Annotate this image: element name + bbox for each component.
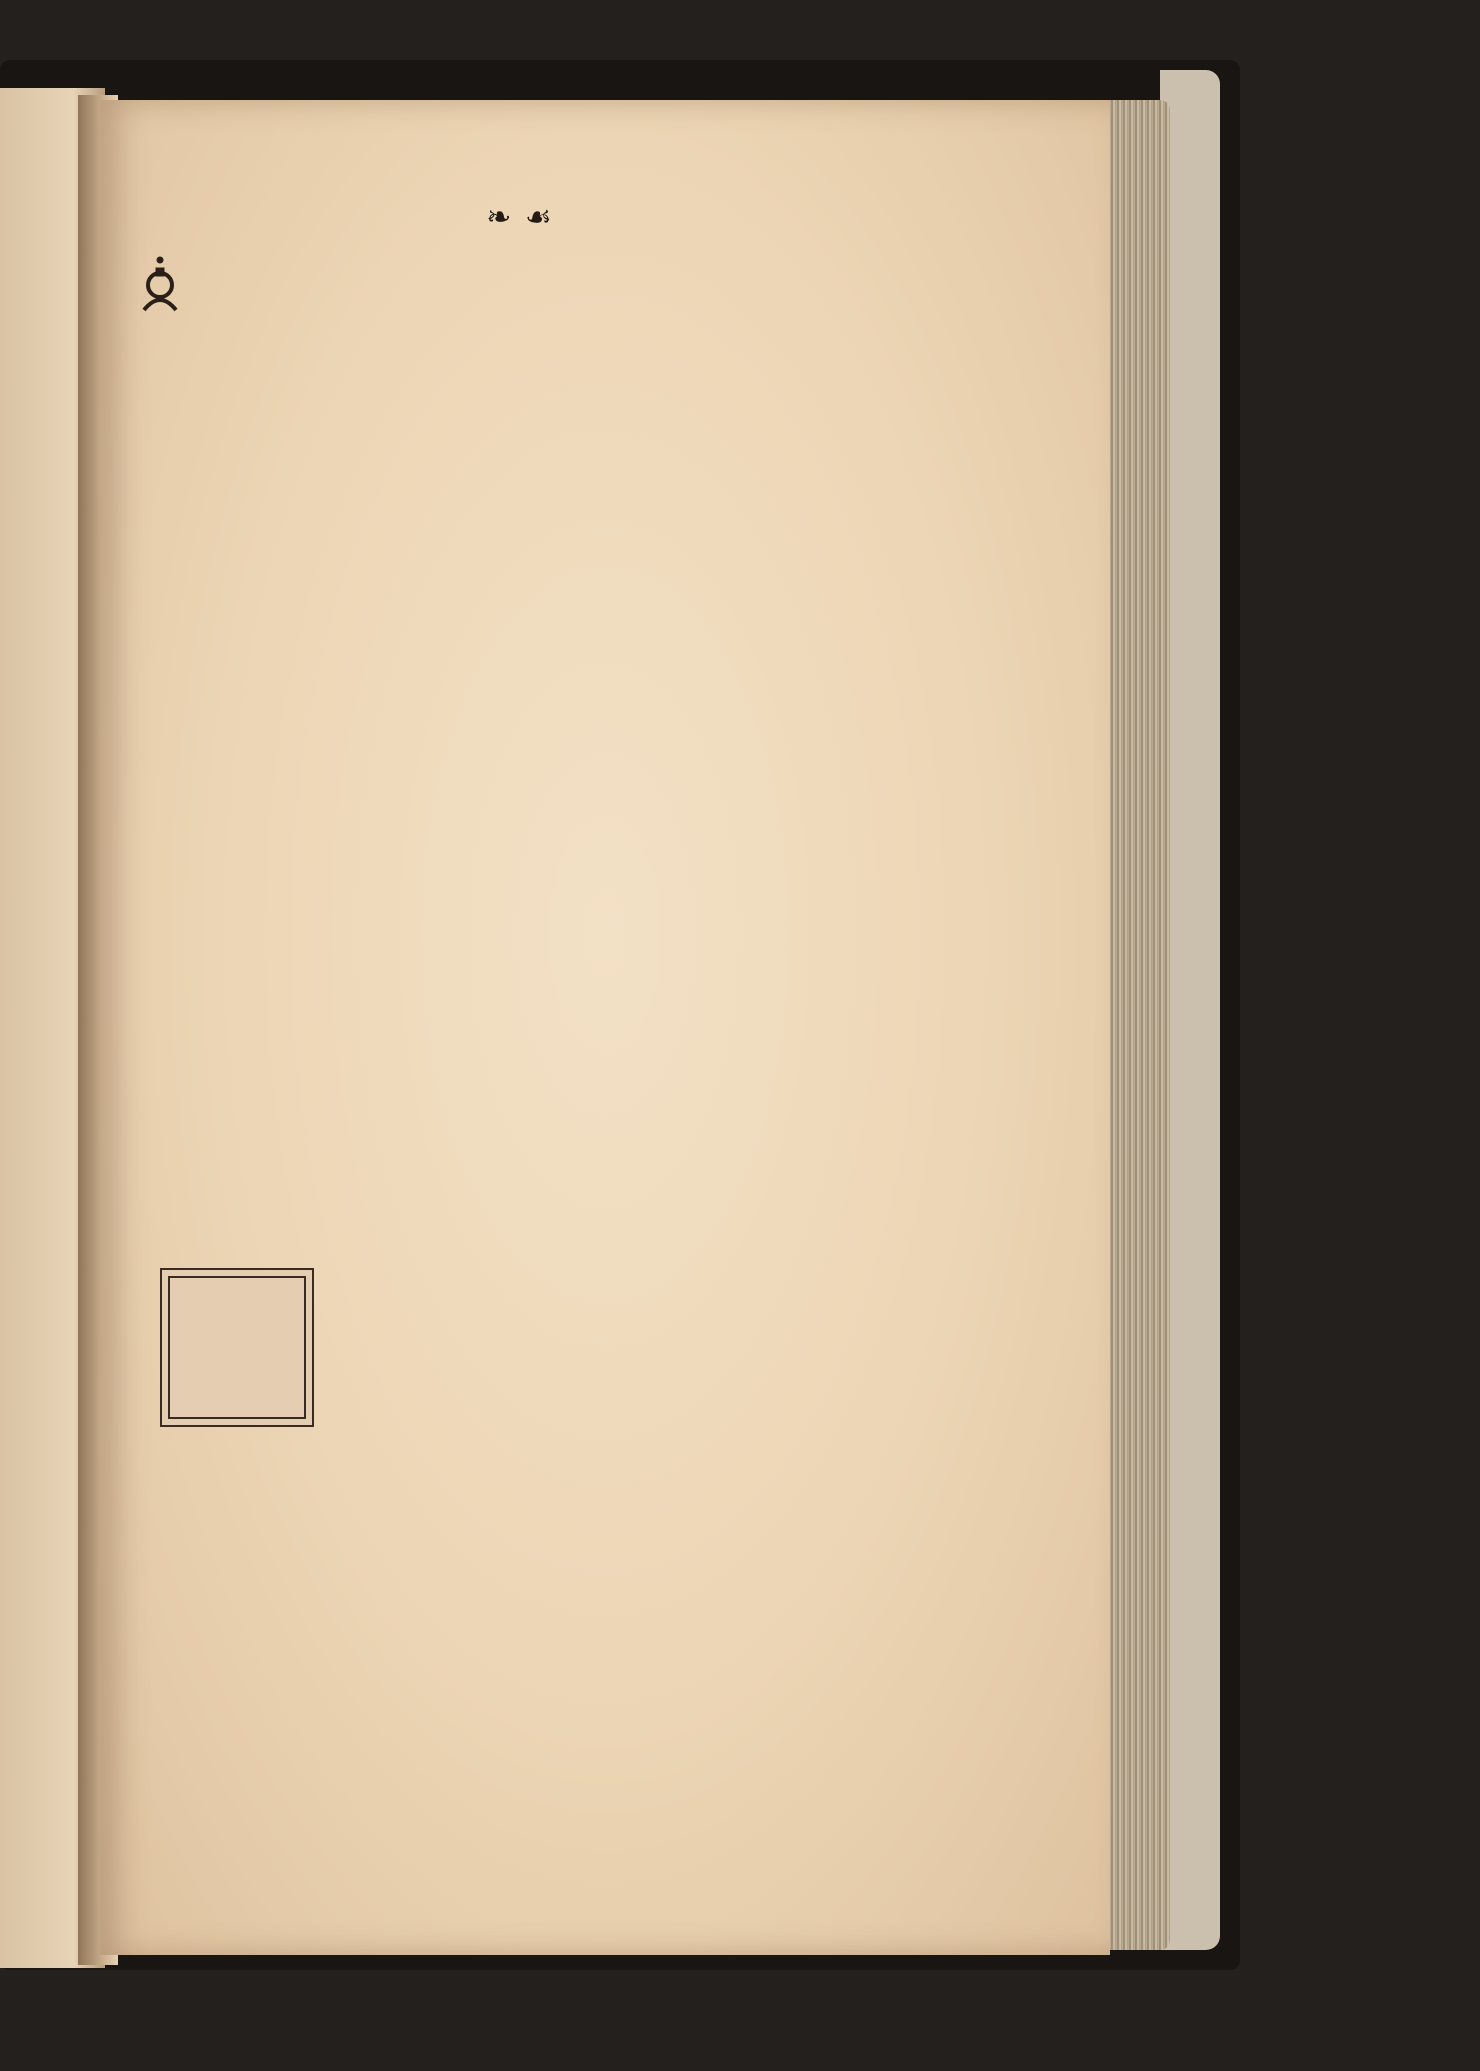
page-number (390, 200, 650, 235)
page-number-ornament-right: ☙ (524, 200, 554, 235)
ornament-band-flowers (140, 320, 920, 380)
page-number-ornament-left: ❧ (486, 200, 514, 235)
decorated-initial (160, 1268, 314, 1427)
ornament-band-top (140, 240, 920, 320)
ornament-band-bottom (140, 382, 920, 492)
